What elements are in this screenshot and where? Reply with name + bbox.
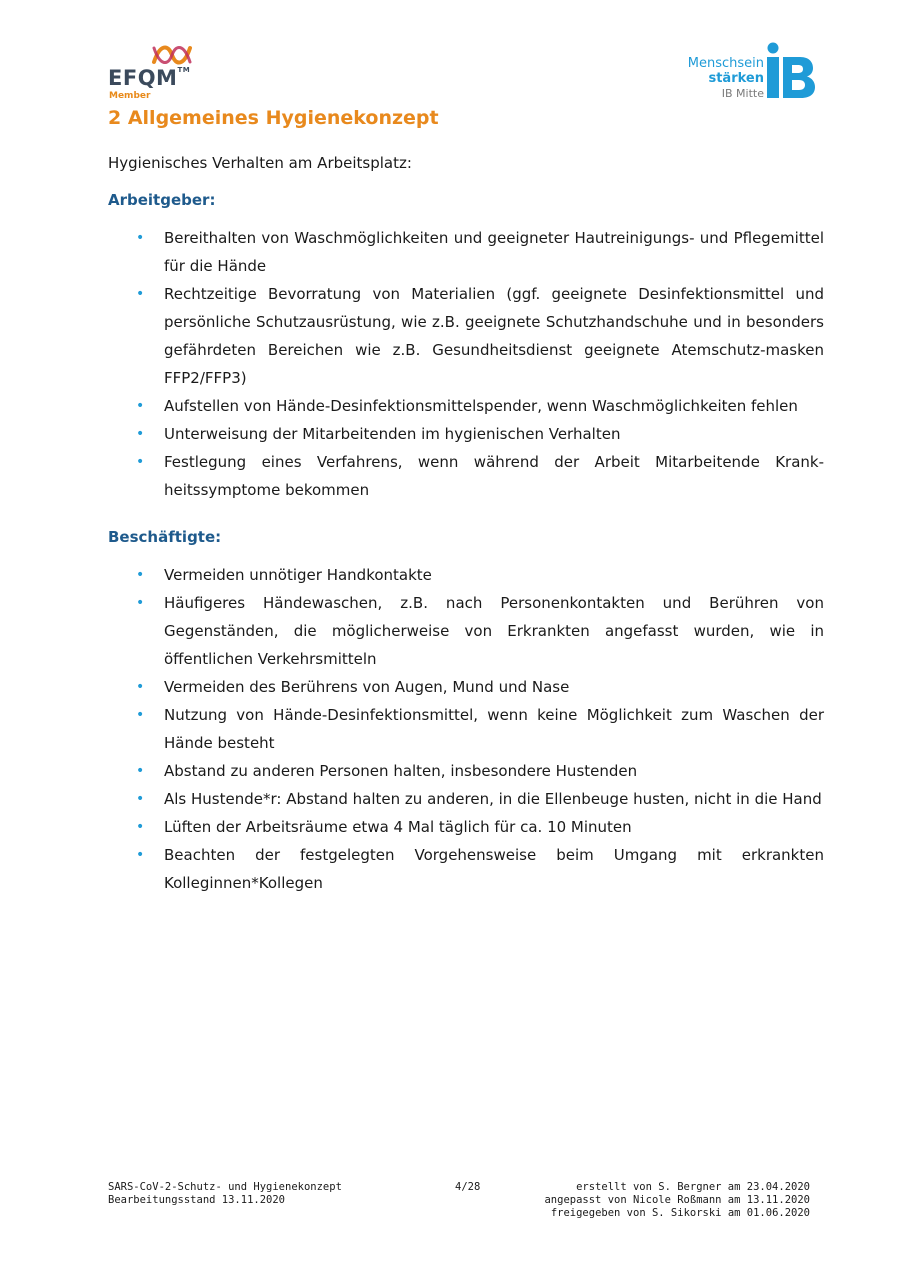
section-title: 2 Allgemeines Hygienekonzept [108, 107, 439, 129]
bullet-icon: • [136, 426, 145, 442]
ib-claim [688, 56, 764, 101]
bullet-icon: • [136, 286, 145, 302]
efqm-wordmark: EFQM™ [108, 66, 191, 90]
bullet-icon: • [136, 595, 145, 611]
list-item [108, 420, 824, 448]
intro-text: Hygienisches Verhalten am Arbeitsplatz: [108, 154, 412, 172]
list-item-text: Festlegung eines Verfahrens, wenn während der Arbeit Mitarbeitende Krank-heitssymptome bekommen [164, 453, 824, 499]
footer-document-title: SARS-CoV-2-Schutz- und Hygienekonzept [108, 1181, 342, 1193]
employees-list [108, 561, 824, 897]
ib-logo [682, 42, 822, 104]
list-item-text: Unterweisung der Mitarbeitenden im hygienischen Verhalten [164, 425, 621, 443]
footer-revision-date: Bearbeitungsstand 13.11.2020 [108, 1194, 286, 1206]
list-item [108, 813, 824, 841]
bullet-icon: • [136, 819, 145, 835]
ib-mark-icon [764, 42, 816, 100]
ib-claim-line1: Menschsein [687, 56, 764, 71]
employer-heading: Arbeitgeber: [108, 191, 216, 209]
list-item [108, 280, 824, 392]
list-item-text: Als Hustende*r: Abstand halten zu anderen, in die Ellenbeuge husten, nicht in die Hand [164, 790, 822, 808]
list-item-text: Nutzung von Hände-Desinfektionsmittel, wenn keine Möglichkeit zum Waschen der Hände besteht [164, 706, 824, 752]
bullet-icon: • [136, 230, 145, 246]
list-item [108, 785, 824, 813]
list-item [108, 673, 824, 701]
ib-claim-line2: stärken [708, 71, 764, 86]
list-item [108, 392, 824, 420]
bullet-icon: • [136, 763, 145, 779]
efqm-member-label: Member [109, 91, 151, 101]
list-item [108, 561, 824, 589]
bullet-icon: • [136, 567, 145, 583]
footer-adapted-by: angepasst von Nicole Roßmann am 13.11.2020 [544, 1194, 810, 1206]
efqm-ribbon-icon [150, 42, 194, 68]
footer-approved-by: freigegeben von S. Sikorski am 01.06.2020 [550, 1207, 810, 1219]
bullet-icon: • [136, 454, 145, 470]
list-item [108, 701, 824, 757]
bullet-icon: • [136, 791, 145, 807]
list-item [108, 841, 824, 897]
list-item-text: Bereithalten von Waschmöglichkeiten und geeigneter Hautreinigungs- und Pflegemittel für die Hände [164, 229, 824, 275]
efqm-logo [108, 42, 204, 102]
bullet-icon: • [136, 707, 145, 723]
footer-created-by: erstellt von S. Bergner am 23.04.2020 [576, 1181, 810, 1193]
list-item [108, 589, 824, 673]
footer-document-info [108, 1181, 342, 1207]
list-item-text: Abstand zu anderen Personen halten, insbesondere Hustenden [164, 762, 638, 780]
list-item-text: Beachten der festgelegten Vorgehensweise beim Umgang mit erkrankten Kolleginnen*Kollegen [164, 846, 824, 892]
bullet-icon: • [136, 679, 145, 695]
employer-list [108, 224, 824, 504]
list-item [108, 757, 824, 785]
bullet-icon: • [136, 398, 145, 414]
ib-claim-line3: IB Mitte [721, 87, 764, 100]
list-item [108, 224, 824, 280]
list-item-text: Häufigeres Händewaschen, z.B. nach Personenkontakten und Berühren von Gegenständen, die möglicherweise von Erkrankten angefasst wurden, wie in öffentlichen Verkehrsmitteln [164, 594, 824, 668]
list-item-text: Rechtzeitige Bevorratung von Materialien (ggf. geeignete Desinfektionsmittel und persönliche Schutzausrüstung, wie z.B. geeignete Schutzhandschuhe und in besonders gefährdeten Bereichen wie z.B. Gesundheitsdienst geeignete Atemschutz-masken FFP2/FFP3) [164, 285, 824, 387]
list-item-text: Vermeiden des Berührens von Augen, Mund und Nase [164, 678, 570, 696]
employees-heading: Beschäftigte: [108, 528, 222, 546]
list-item-text: Lüften der Arbeitsräume etwa 4 Mal täglich für ca. 10 Minuten [164, 818, 632, 836]
footer-authorship [544, 1181, 810, 1220]
page-number: 4/28 [455, 1181, 481, 1193]
list-item-text: Aufstellen von Hände-Desinfektionsmittelspender, wenn Waschmöglichkeiten fehlen [164, 397, 798, 415]
bullet-icon: • [136, 847, 145, 863]
list-item [108, 448, 824, 504]
list-item-text: Vermeiden unnötiger Handkontakte [164, 566, 432, 584]
